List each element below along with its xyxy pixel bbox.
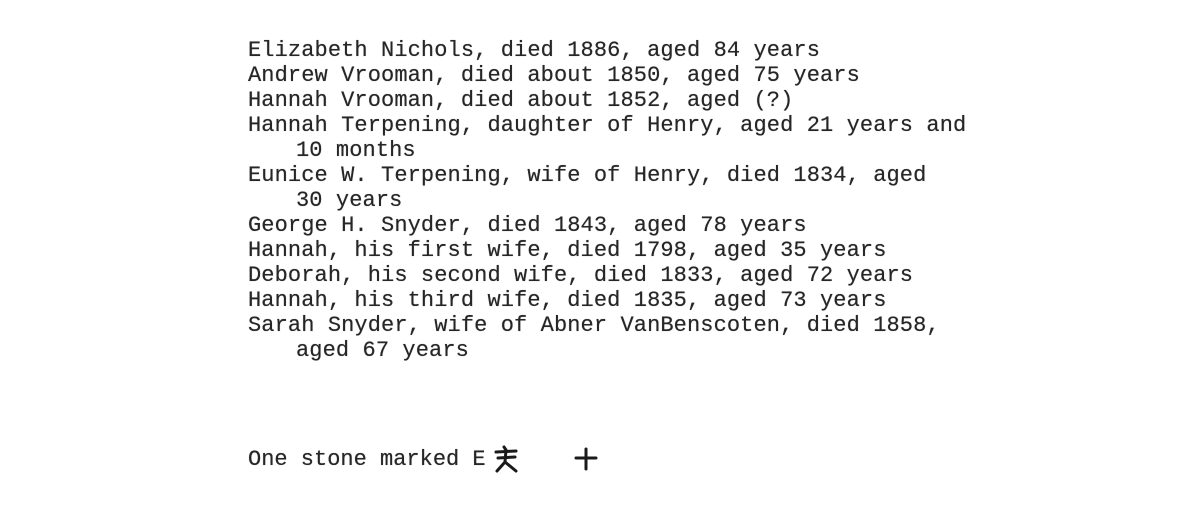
record-continuation: 30 years — [296, 188, 403, 213]
record-line — [248, 163, 966, 213]
record-text: Andrew Vrooman, died about 1850, aged 75 years — [248, 63, 860, 88]
record-line — [248, 213, 966, 238]
record-line — [248, 88, 966, 113]
record-text: Hannah Terpening, daughter of Henry, aged 21 years and — [248, 113, 967, 138]
record-text: Hannah, his first wife, died 1798, aged 35 years — [248, 238, 887, 263]
record-line — [248, 263, 966, 288]
record-line — [248, 288, 966, 313]
stone-marking-text: One stone marked E — [248, 446, 486, 472]
stone-marking-note — [248, 394, 652, 524]
cross-icon — [573, 396, 652, 522]
record-continuation: 10 months — [296, 138, 416, 163]
record-line — [248, 38, 966, 63]
record-text: George H. Snyder, died 1843, aged 78 years — [248, 213, 807, 238]
record-text: Sarah Snyder, wife of Abner VanBenscoten, died 1858, — [248, 313, 940, 338]
record-line — [248, 313, 966, 363]
record-text: Elizabeth Nichols, died 1886, aged 84 years — [248, 38, 820, 63]
record-line — [248, 238, 966, 263]
record-text: Deborah, his second wife, died 1833, aged 72 years — [248, 263, 914, 288]
record-text: Hannah, his third wife, died 1835, aged 73 years — [248, 288, 887, 313]
record-text: Hannah Vrooman, died about 1852, aged (?) — [248, 88, 794, 113]
record-line — [248, 63, 966, 88]
burial-records-list — [248, 38, 966, 363]
record-continuation: aged 67 years — [296, 338, 469, 363]
hand-drawn-mark-icon — [490, 394, 569, 524]
record-text: Eunice W. Terpening, wife of Henry, died 1834, aged — [248, 163, 927, 188]
record-line — [248, 113, 966, 163]
